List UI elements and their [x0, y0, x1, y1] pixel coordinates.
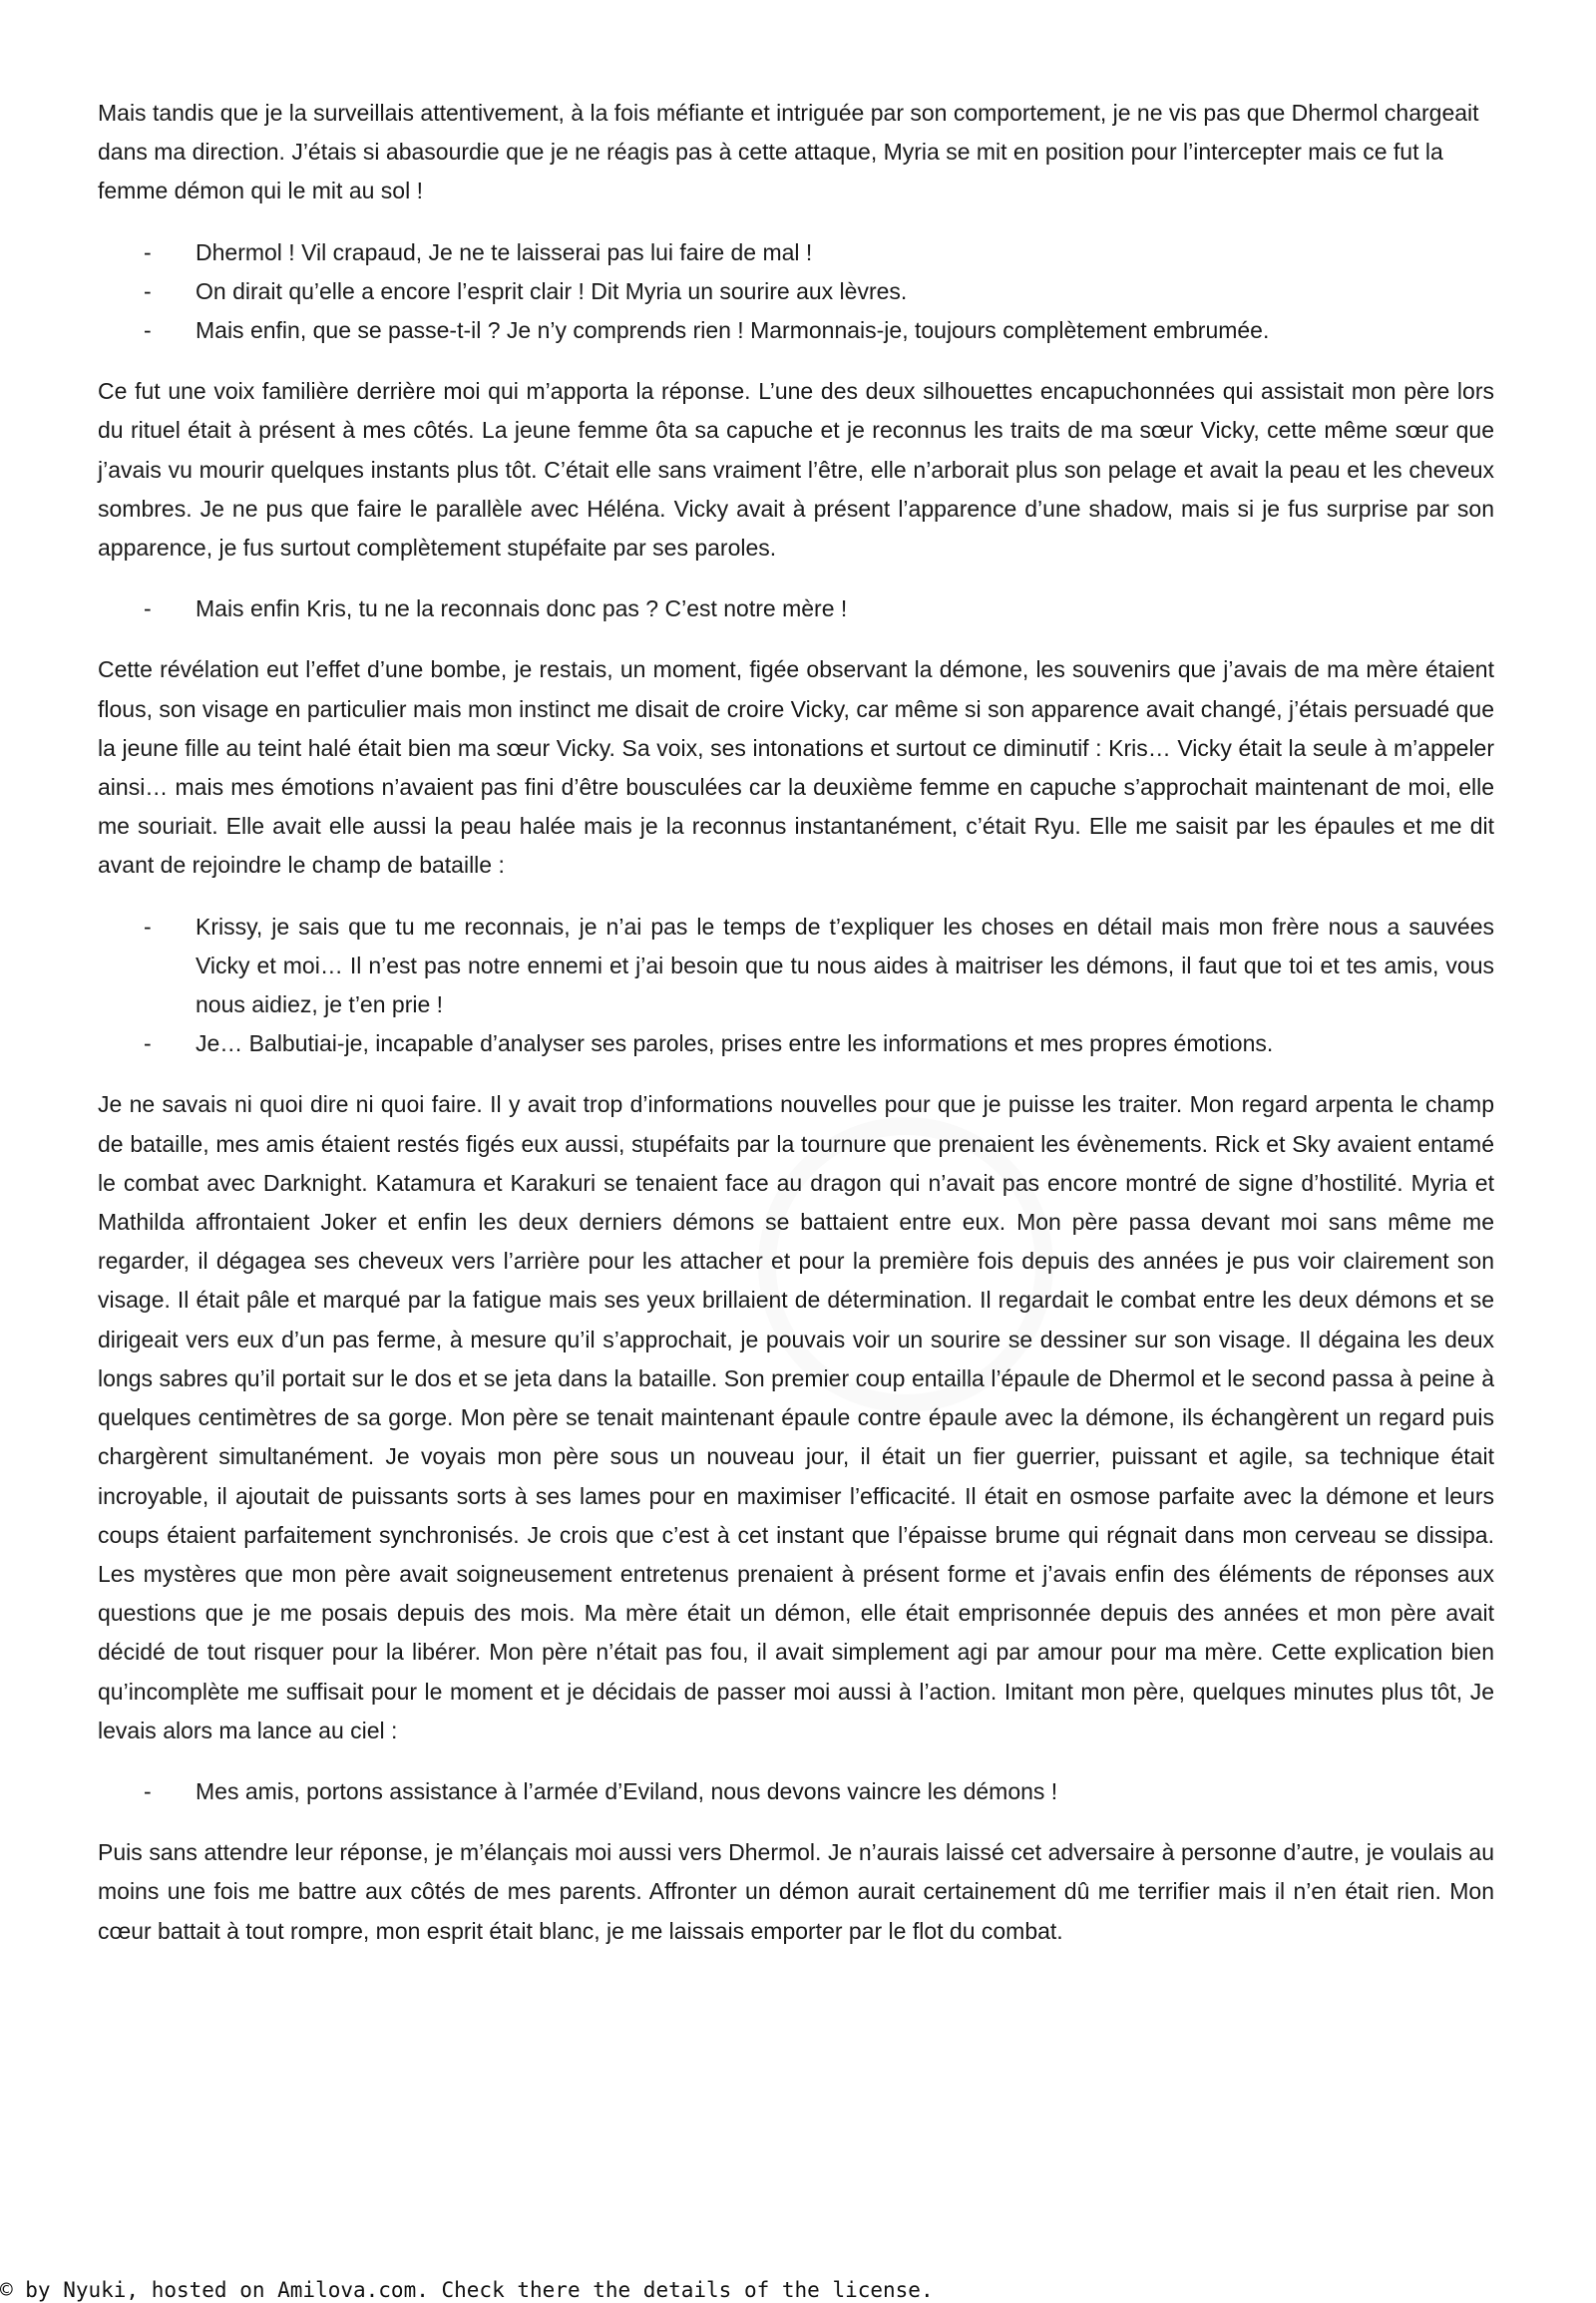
dialogue-line — [98, 1772, 1494, 1811]
dialogue-line — [98, 233, 1494, 272]
dialogue-line — [98, 1024, 1494, 1063]
dialogue-dash: - — [144, 1777, 152, 1804]
dialogue-text: Mais enfin, que se passe-t-il ? Je n’y comprends rien ! Marmonnais-je, toujours complètement embrumée. — [196, 317, 1270, 344]
dialogue-dash: - — [144, 317, 152, 344]
dialogue-dash: - — [144, 1030, 152, 1057]
dialogue-text: Dhermol ! Vil crapaud, Je ne te laisserai pas lui faire de mal ! — [196, 238, 813, 265]
dialogue-line — [98, 589, 1494, 628]
dialogue-list-1 — [98, 233, 1494, 351]
dialogue-line — [98, 272, 1494, 311]
paragraph-3: Cette révélation eut l’effet d’une bombe, je restais, un moment, figée observant la démone, les souvenirs que j’avais de ma mère étaient flous, son visage en particulier mais mon instinct me disait de croire Vicky, car même si son apparence avait changé, j’étais persuadé que la jeune fille au teint halé était bien ma sœur Vicky. Sa voix, ses intonations et surtout ce diminutif : Kris… Vicky était la seule à m’appeler ainsi… mais mes émotions n’avaient pas fini d’être bousculées car la deuxième femme en capuche s’approchait maintenant de moi, elle me souriait. Elle avait elle aussi la peau halée mais je la reconnus instantanément, c’était Ryu. Elle me saisit par les épaules et me dit avant de rejoindre le champ de bataille : — [98, 656, 1494, 879]
dialogue-list-4 — [98, 1772, 1494, 1811]
dialogue-dash: - — [144, 595, 152, 622]
document-page — [98, 94, 1494, 1973]
dialogue-text: Mes amis, portons assistance à l’armée d’Eviland, nous devons vaincre les démons ! — [196, 1777, 1058, 1804]
dialogue-dash: - — [144, 913, 152, 940]
paragraph-2: Ce fut une voix familière derrière moi qui m’apporta la réponse. L’une des deux silhouettes encapuchonnées qui assistait mon père lors du rituel était à présent à mes côtés. La jeune femme ôta sa capuche et je reconnus les traits de ma sœur Vicky, cette même sœur que j’avais vu mourir quelques instants plus tôt. C’était elle sans vraiment l’être, elle n’arborait plus son pelage et avait la peau et les cheveux sombres. Je ne pus que faire le parallèle avec Héléna. Vicky avait à présent l’apparence d’une shadow, mais si je fus surprise par son apparence, je fus surtout complètement stupéfaite par ses paroles. — [98, 378, 1494, 562]
dialogue-text: On dirait qu’elle a encore l’esprit clair ! Dit Myria un sourire aux lèvres. — [196, 277, 908, 304]
dialogue-text: Mais enfin Kris, tu ne la reconnais donc pas ? C’est notre mère ! — [196, 595, 848, 622]
dialogue-dash: - — [144, 238, 152, 265]
dialogue-line — [98, 908, 1494, 1025]
paragraph-1: Mais tandis que je la surveillais attentivement, à la fois méfiante et intriguée par son comportement, je ne vis pas que Dhermol chargeait dans ma direction. J’étais si abasourdie que je ne réagis pas à cette attaque, Myria se mit en position pour l’intercepter mais ce fut la femme démon qui le mit au sol ! — [98, 100, 1479, 204]
dialogue-text: Krissy, je sais que tu me reconnais, je n’ai pas le temps de t’expliquer les choses en détail mais mon frère nous a sauvées Vicky et moi… Il n’est pas notre ennemi et j’ai besoin que tu nous aides à maitriser les démons, il faut que toi et tes amis, vous nous aidiez, je t’en prie ! — [196, 913, 1494, 1018]
dialogue-text: Je… Balbutiai-je, incapable d’analyser ses paroles, prises entre les informations et mes propres émotions. — [196, 1030, 1274, 1057]
paragraph-4: Je ne savais ni quoi dire ni quoi faire. Il y avait trop d’informations nouvelles pour que je puisse les traiter. Mon regard arpenta le champ de bataille, mes amis étaient restés figés eux aussi, stupéfaits par la tournure que prenaient les évènements. Rick et Sky avaient entamé le combat avec Darknight. Katamura et Karakuri se tenaient face au dragon qui n’avait pas encore montré de signe d’hostilité. Myria et Mathilda affrontaient Joker et enfin les deux derniers démons se battaient entre eux. Mon père passa devant moi sans même me regarder, il dégagea ses cheveux vers l’arrière pour les attacher et pour la première fois depuis des années je pus voir clairement son visage. Il était pâle et marqué par la fatigue mais ses yeux brillaient de détermination. Il regardait le combat entre les deux démons et se dirigeait vers eux d’un pas ferme, à mesure qu’il s’approchait, je pouvais voir un sourire se dessiner sur son visage. Il dégaina les deux longs sabres qu’il portait sur le dos et se jeta dans la bataille. Son premier coup entailla l’épaule de Dhermol et le second passa à peine à quelques centimètres de sa gorge. Mon père se tenait maintenant épaule contre épaule avec la démone, ils échangèrent un regard puis chargèrent simultanément. Je voyais mon père sous un nouveau jour, il était un fier guerrier, puissant et agile, sa technique était incroyable, il ajoutait de puissants sorts à ses lames pour en maximiser l’efficacité. Il était en osmose parfaite avec la démone et leurs coups étaient parfaitement synchronisés. Je crois que c’est à cet instant que l’épaisse brume qui régnait dans mon cerveau se dissipa. Les mystères que mon père avait soigneusement entretenus prenaient à présent forme et j’avais enfin des éléments de réponses aux questions que je me posais depuis des mois. Ma mère était un démon, elle était emprisonnée depuis des années et mon père avait décidé de tout risquer pour la libérer. Mon père n’était pas fou, il avait simplement agi par amour pour ma mère. Cette explication bien qu’incomplète me suffisait pour le moment et je décidais de passer moi aussi à l’action. Imitant mon père, quelques minutes plus tôt, Je levais alors ma lance au ciel : — [98, 1091, 1494, 1743]
license-footer: © by Nyuki, hosted on Amilova.com. Check there the details of the license. — [0, 2277, 938, 2303]
dialogue-list-2 — [98, 589, 1494, 628]
paragraph-5: Puis sans attendre leur réponse, je m’élançais moi aussi vers Dhermol. Je n’aurais laissé cet adversaire à personne d’autre, je voulais au moins une fois me battre aux côtés de mes parents. Affronter un démon aurait certainement dû me terrifier mais il n’en était rien. Mon cœur battait à tout rompre, mon esprit était blanc, je me laissais emporter par le flot du combat. — [98, 1839, 1494, 1944]
dialogue-list-3 — [98, 908, 1494, 1064]
dialogue-dash: - — [144, 277, 152, 304]
dialogue-line — [98, 311, 1494, 350]
